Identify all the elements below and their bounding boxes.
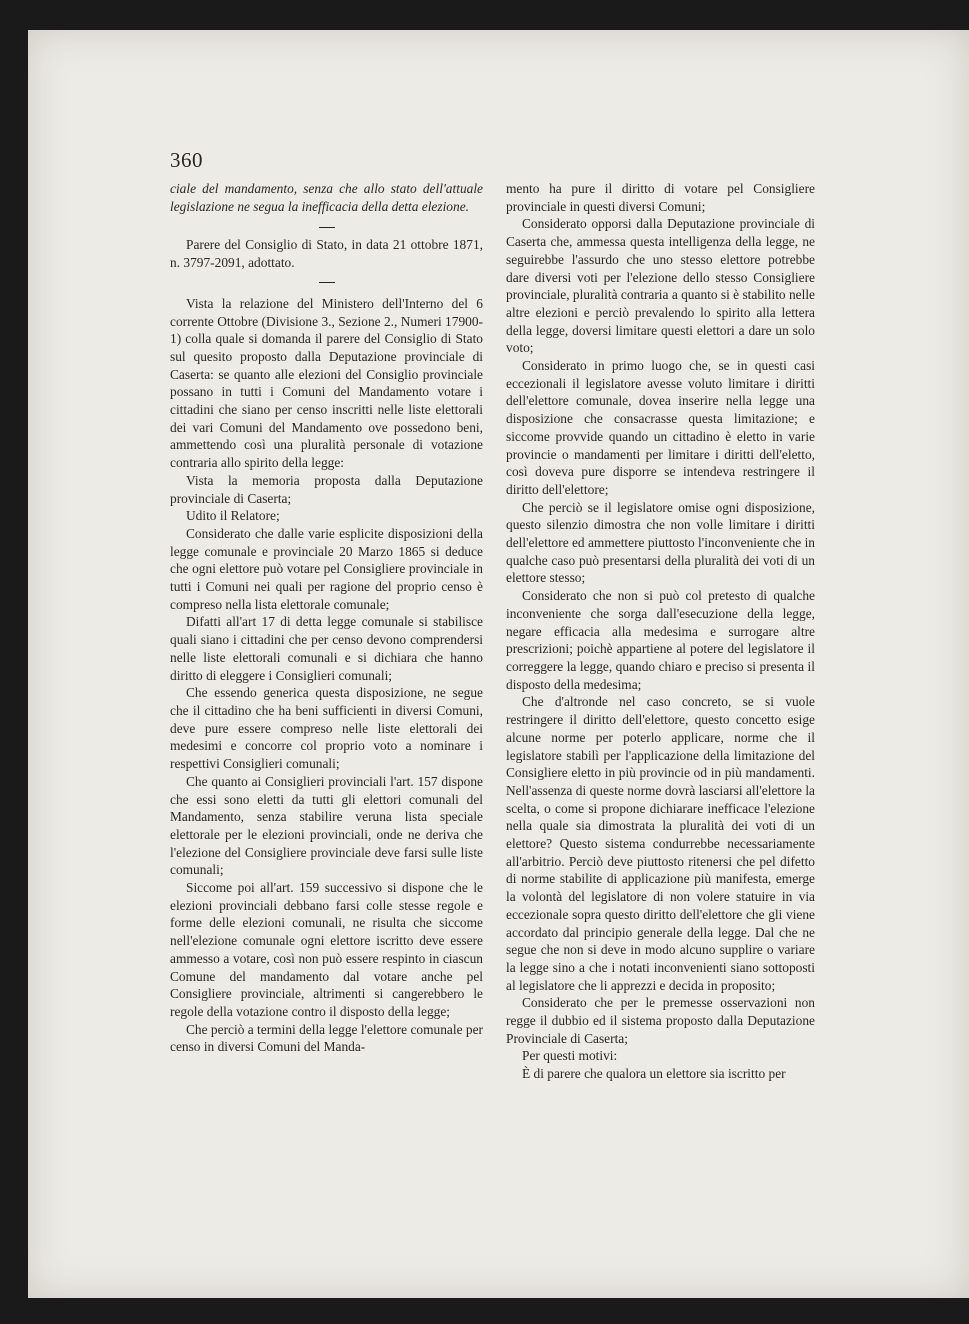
paragraph: È di parere che qualora un elettore sia iscritto per — [522, 1066, 786, 1082]
paragraph: Udito il Relatore; — [186, 508, 280, 524]
paragraph: Considerato in primo luogo che, se in questi casi eccezionali il legislatore avesse voluto limitare i diritti dell'elettore comunale, dovea inserire nella legge una disposizione che consacrasse questa limitazione; e siccome provvide quando un cittadino è eletto in varie provincie o mandamenti per limitare i diritti dell'eletto, così doveva pure disporre se intendeva restringere il diritto dell'elettore; — [506, 358, 815, 497]
paragraph: Per questi motivi: — [522, 1048, 618, 1064]
left-column — [170, 180, 483, 1056]
paragraph: Considerato opporsi dalla Deputazione provinciale di Caserta che, ammessa questa intelligenza della legge, ne seguirebbe l'assurdo che uno stesso elettore potrebbe dare diversi voti per l'elezione dello stesso Consigliere provinciale, pluralità contraria a quanto si è stabilito nelle altre elezioni e perciò prevalendo lo spirito alla lettera della legge, doversi limitare questi elettori a dare un solo voto; — [506, 216, 815, 356]
paragraph: Considerato che dalle varie esplicite disposizioni della legge comunale e provinciale 20 Marzo 1865 si deduce che ogni elettore può votare pel Consigliere provinciale in tutti i Comuni nei quali per ragione del proprio censo è compreso nella lista elettorale comunale; — [170, 525, 483, 612]
paragraph: Siccome poi all'art. 159 successivo si dispone che le elezioni provinciali debbano farsi colle stesse regole e forme delle elezioni comunali, ne risulta che siccome nell'elezione comunale ogni elettore iscritto deve essere ammesso a votare, così non può essere respinto in ciascun Comune del mandamento dal votare anche pel Consigliere provinciale, altrimenti si cangerebbero le regole della votazione contro il disposto della legge; — [170, 880, 483, 1019]
paragraph: Difatti all'art 17 di detta legge comunale si stabilisce quali siano i cittadini che per censo devono comprendersi nelle liste elettorali comunali e si dichiara che hanno diritto di eleggere i Consiglieri comunali; — [170, 614, 483, 683]
separator-dash — [319, 227, 335, 228]
paragraph: Vista la memoria proposta dalla Deputazione provinciale di Caserta; — [170, 472, 483, 506]
section-title: Parere del Consiglio di Stato, in data 21 ottobre 1871, n. 3797-2091, adottato. — [170, 237, 483, 271]
intro-paragraph: ciale del mandamento, senza che allo stato dell'attuale legislazione ne segua la inefficacia della detta elezione. — [170, 181, 483, 214]
paragraph: Che essendo generica questa disposizione, ne segue che il cittadino che ha beni sufficienti in diversi Comuni, deve pure essere compreso nelle liste elettorali dei medesimi e concorre col proprio voto a nominare i respettivi Consiglieri comunali; — [170, 685, 483, 772]
paragraph: Che perciò se il legislatore omise ogni disposizione, questo silenzio dimostra che non volle limitare i diritti dell'elettore ed ammettere piuttosto l'inconveniente che in qualche caso può presentarsi della pluralità dei voti di un elettore stesso; — [506, 499, 815, 586]
paragraph: Considerato che non si può col pretesto di qualche inconveniente che sorga dall'esecuzione della legge, negare efficacia alla medesima e surrogare altre prescrizioni; poichè appartiene al potere del legislatore il correggere la legge, quando chiaro e preciso si presenta il disposto della medesima; — [506, 588, 815, 692]
paragraph: Che quanto ai Consiglieri provinciali l'art. 157 dispone che essi sono eletti da tutti gli elettori comunali del Mandamento, senza stabilire veruna lista speciale elettorale per le elezioni provinciali, onde ne deriva che l'elezione del Consigliere provinciale deve farsi sulle liste comunali; — [170, 773, 483, 878]
separator-dash — [319, 282, 335, 283]
paragraph: Che d'altronde nel caso concreto, se si vuole restringere il diritto dell'elettore, questo concetto esige alcune norme per poterlo applicare, norme che il legislatore stabilì per l'applicazione della limitazione del Consigliere eletto in più provincie od in più mandamenti. Nell'assenza di queste norme dovrà lasciarsi all'elettore la scelta, o come si propone dichiarare inefficace l'elezione nella quale sia dimostrata la pluralità dei voti di un elettore? Questo sistema condurrebbe necessariamente all'arbitrio. Perciò deve piuttosto ritenersi che pel difetto di norme stabilite di applicazione più manifesta, emerge la volontà del legislatore di non volere statuire in via eccezionale sopra questo diritto dell'elettore che gli viene accordato dal principio generale della legge. Dal che ne segue che non si deve in modo alcuno supplire o variare la legge sino a che i notati inconvenienti siano sottoposti al legislatore che li apprezzi e decida in proposito; — [506, 694, 815, 993]
paragraph: Vista la relazione del Ministero dell'Interno del 6 corrente Ottobre (Divisione 3., Sezione 2., Numeri 17900-1) colla quale si domanda il parere del Consiglio di Stato sul quesito proposto dalla Deputazione provinciale di Caserta: se quanto alle elezioni del Consiglio provinciale possano in tutti i Comuni del Mandamento votare i cittadini che siano per censo inscritti nelle liste elettorali dei vari Comuni del Mandamento ove possedono beni, ammettendo così una pluralità personale di votazione contraria allo spirito della legge: — [170, 295, 483, 471]
page-number: 360 — [170, 148, 203, 172]
right-column — [506, 180, 815, 1083]
paragraph: Considerato che per le premesse osservazioni non regge il dubbio ed il sistema proposto dalla Deputazione Provinciale di Caserta; — [506, 995, 815, 1046]
paragraph: mento ha pure il diritto di votare pel Consigliere provinciale in questi diversi Comuni; — [506, 181, 815, 214]
paragraph: Che perciò a termini della legge l'elettore comunale per censo in diversi Comuni del Manda- — [170, 1021, 483, 1055]
